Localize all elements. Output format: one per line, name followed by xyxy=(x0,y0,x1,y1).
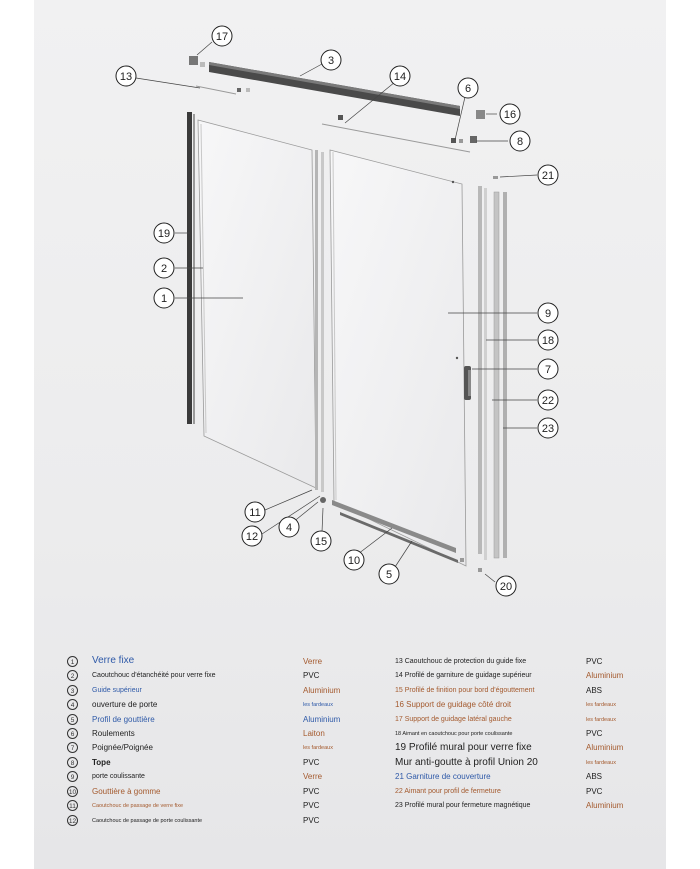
legend-r-name-13: 13 Caoutchouc de protection du guide fixe xyxy=(395,658,527,665)
svg-text:2: 2 xyxy=(160,263,168,275)
legend-mat-10: PVC xyxy=(303,787,320,796)
legend-num-10: 10 xyxy=(67,786,78,797)
legend-mat-8: PVC xyxy=(303,758,320,767)
svg-text:11: 11 xyxy=(249,507,261,519)
callout-1 xyxy=(154,288,174,308)
svg-text:9: 9 xyxy=(544,308,552,320)
svg-text:10: 10 xyxy=(347,555,361,567)
legend-r-name-21: 21 Garniture de couverture xyxy=(395,772,491,781)
callout-7 xyxy=(538,359,558,379)
legend-mat-12: PVC xyxy=(303,816,320,825)
callout-21 xyxy=(538,165,558,185)
legend-name-11: Caoutchouc de passage de verre fixe xyxy=(92,803,184,809)
legend-r-name-14: 14 Profilé de garniture de guidage supérieur xyxy=(395,672,532,679)
callout-9 xyxy=(538,303,558,323)
legend-r-mat-16: les fardeaux xyxy=(586,702,616,708)
legend-mat-9: Verre xyxy=(303,772,323,781)
legend-num-7: 7 xyxy=(67,742,78,753)
svg-text:14: 14 xyxy=(393,71,407,83)
legend-name-2: Caoutchouc d'étanchéité pour verre fixe xyxy=(92,672,216,679)
svg-text:17: 17 xyxy=(215,31,229,43)
left-bracket xyxy=(189,56,198,65)
legend-num-4: 4 xyxy=(67,699,78,710)
legend-r-name-22: 22 Aimant pour profil de fermeture xyxy=(395,788,501,795)
legend-name-10: Gouttière à gomme xyxy=(92,787,161,796)
svg-text:16: 16 xyxy=(503,109,517,121)
legend-name-5: Profil de gouttière xyxy=(92,715,155,724)
legend-name-9: porte coulissante xyxy=(92,773,145,780)
legend-r-mat-19: Aluminium xyxy=(586,743,624,752)
legend-r-name-20: Mur anti-goutte à profil Union 20 xyxy=(395,757,538,768)
callout-22 xyxy=(538,390,558,410)
legend-r-name-16: 16 Support de guidage côté droit xyxy=(395,700,512,709)
svg-text:21: 21 xyxy=(541,170,555,182)
legend-r-name-23: 23 Profilé mural pour fermeture magnétique xyxy=(395,802,531,809)
svg-text:22: 22 xyxy=(541,395,555,407)
legend-mat-5: Aluminium xyxy=(303,715,341,724)
legend-num-9: 9 xyxy=(67,771,78,782)
magnet-profile xyxy=(478,186,482,554)
legend-r-mat-18: PVC xyxy=(586,729,603,738)
legend-mat-1: Verre xyxy=(303,657,323,666)
svg-text:7: 7 xyxy=(544,364,552,376)
legend-r-name-17: 17 Support de guidage latéral gauche xyxy=(395,716,512,723)
svg-text:1: 1 xyxy=(160,293,168,305)
callout-12 xyxy=(242,526,262,546)
legend-mat-7: les fardeaux xyxy=(303,745,333,751)
callout-5 xyxy=(379,564,399,584)
right-bracket xyxy=(476,110,485,119)
svg-text:20: 20 xyxy=(499,581,513,593)
svg-text:6: 6 xyxy=(464,83,472,95)
legend-r-name-19: 19 Profilé mural pour verre fixe xyxy=(395,742,532,753)
callout-20 xyxy=(496,576,516,596)
legend-r-mat-13: PVC xyxy=(586,657,603,666)
sliding-door-panel xyxy=(330,150,466,566)
fixed-glass-panel xyxy=(198,120,316,488)
legend-name-8: Tope xyxy=(92,758,111,767)
svg-text:13: 13 xyxy=(119,71,133,83)
callout-6 xyxy=(458,78,478,98)
legend-mat-2: PVC xyxy=(303,671,320,680)
callout-16 xyxy=(500,104,520,124)
legend-r-mat-17: les fardeaux xyxy=(586,717,616,723)
legend-name-3: Guide supérieur xyxy=(92,687,142,694)
legend-num-3: 3 xyxy=(67,685,78,696)
svg-text:3: 3 xyxy=(327,55,335,67)
legend-r-mat-22: PVC xyxy=(586,787,603,796)
callout-18 xyxy=(538,330,558,350)
callout-11 xyxy=(245,502,265,522)
legend-r-mat-14: Aluminium xyxy=(586,671,624,680)
callout-23 xyxy=(538,418,558,438)
callout-4 xyxy=(279,517,299,537)
svg-text:18: 18 xyxy=(541,335,555,347)
callout-15 xyxy=(311,531,331,551)
callout-19 xyxy=(154,223,174,243)
svg-text:5: 5 xyxy=(385,569,393,581)
legend-name-12: Caoutchouc de passage de porte coulissante xyxy=(92,818,203,824)
callout-3 xyxy=(321,50,341,70)
legend-mat-11: PVC xyxy=(303,801,320,810)
svg-text:15: 15 xyxy=(314,536,328,548)
svg-text:19: 19 xyxy=(157,228,171,240)
svg-text:8: 8 xyxy=(516,136,524,148)
callout-17 xyxy=(212,26,232,46)
closure-wall-profile xyxy=(494,192,499,558)
callout-2 xyxy=(154,258,174,278)
legend-num-2: 2 xyxy=(67,670,78,681)
legend-num-6: 6 xyxy=(67,728,78,739)
svg-text:23: 23 xyxy=(541,423,555,435)
legend-name-6: Roulements xyxy=(92,729,135,738)
center-profile xyxy=(315,150,318,490)
svg-text:12: 12 xyxy=(245,531,259,543)
legend-num-12: 12 xyxy=(67,815,78,826)
legend-name-7: Poignée/Poignée xyxy=(92,743,153,752)
legend-name-1: Verre fixe xyxy=(92,655,135,666)
legend-r-name-18: 18 Aimant en caoutchouc pour porte coulissante xyxy=(395,731,513,737)
callout-14 xyxy=(390,66,410,86)
legend-r-name-15: 15 Profilé de finition pour bord d'égouttement xyxy=(395,687,535,694)
legend-mat-6: Laiton xyxy=(303,729,325,738)
legend-r-mat-20: les fardeaux xyxy=(586,760,616,766)
legend-r-mat-21: ABS xyxy=(586,772,603,781)
legend-r-mat-15: ABS xyxy=(586,686,603,695)
legend-num-1: 1 xyxy=(67,656,78,667)
callout-10 xyxy=(344,550,364,570)
legend-num-5: 5 xyxy=(67,714,78,725)
legend-r-mat-23: Aluminium xyxy=(586,801,624,810)
legend-name-4: ouverture de porte xyxy=(92,700,158,709)
svg-text:4: 4 xyxy=(285,522,293,534)
callout-13 xyxy=(116,66,136,86)
callout-8 xyxy=(510,131,530,151)
legend-mat-3: Aluminium xyxy=(303,686,341,695)
legend-num-8: 8 xyxy=(67,757,78,768)
legend-mat-4: les fardeaux xyxy=(303,702,333,708)
legend-num-11: 11 xyxy=(67,800,78,811)
